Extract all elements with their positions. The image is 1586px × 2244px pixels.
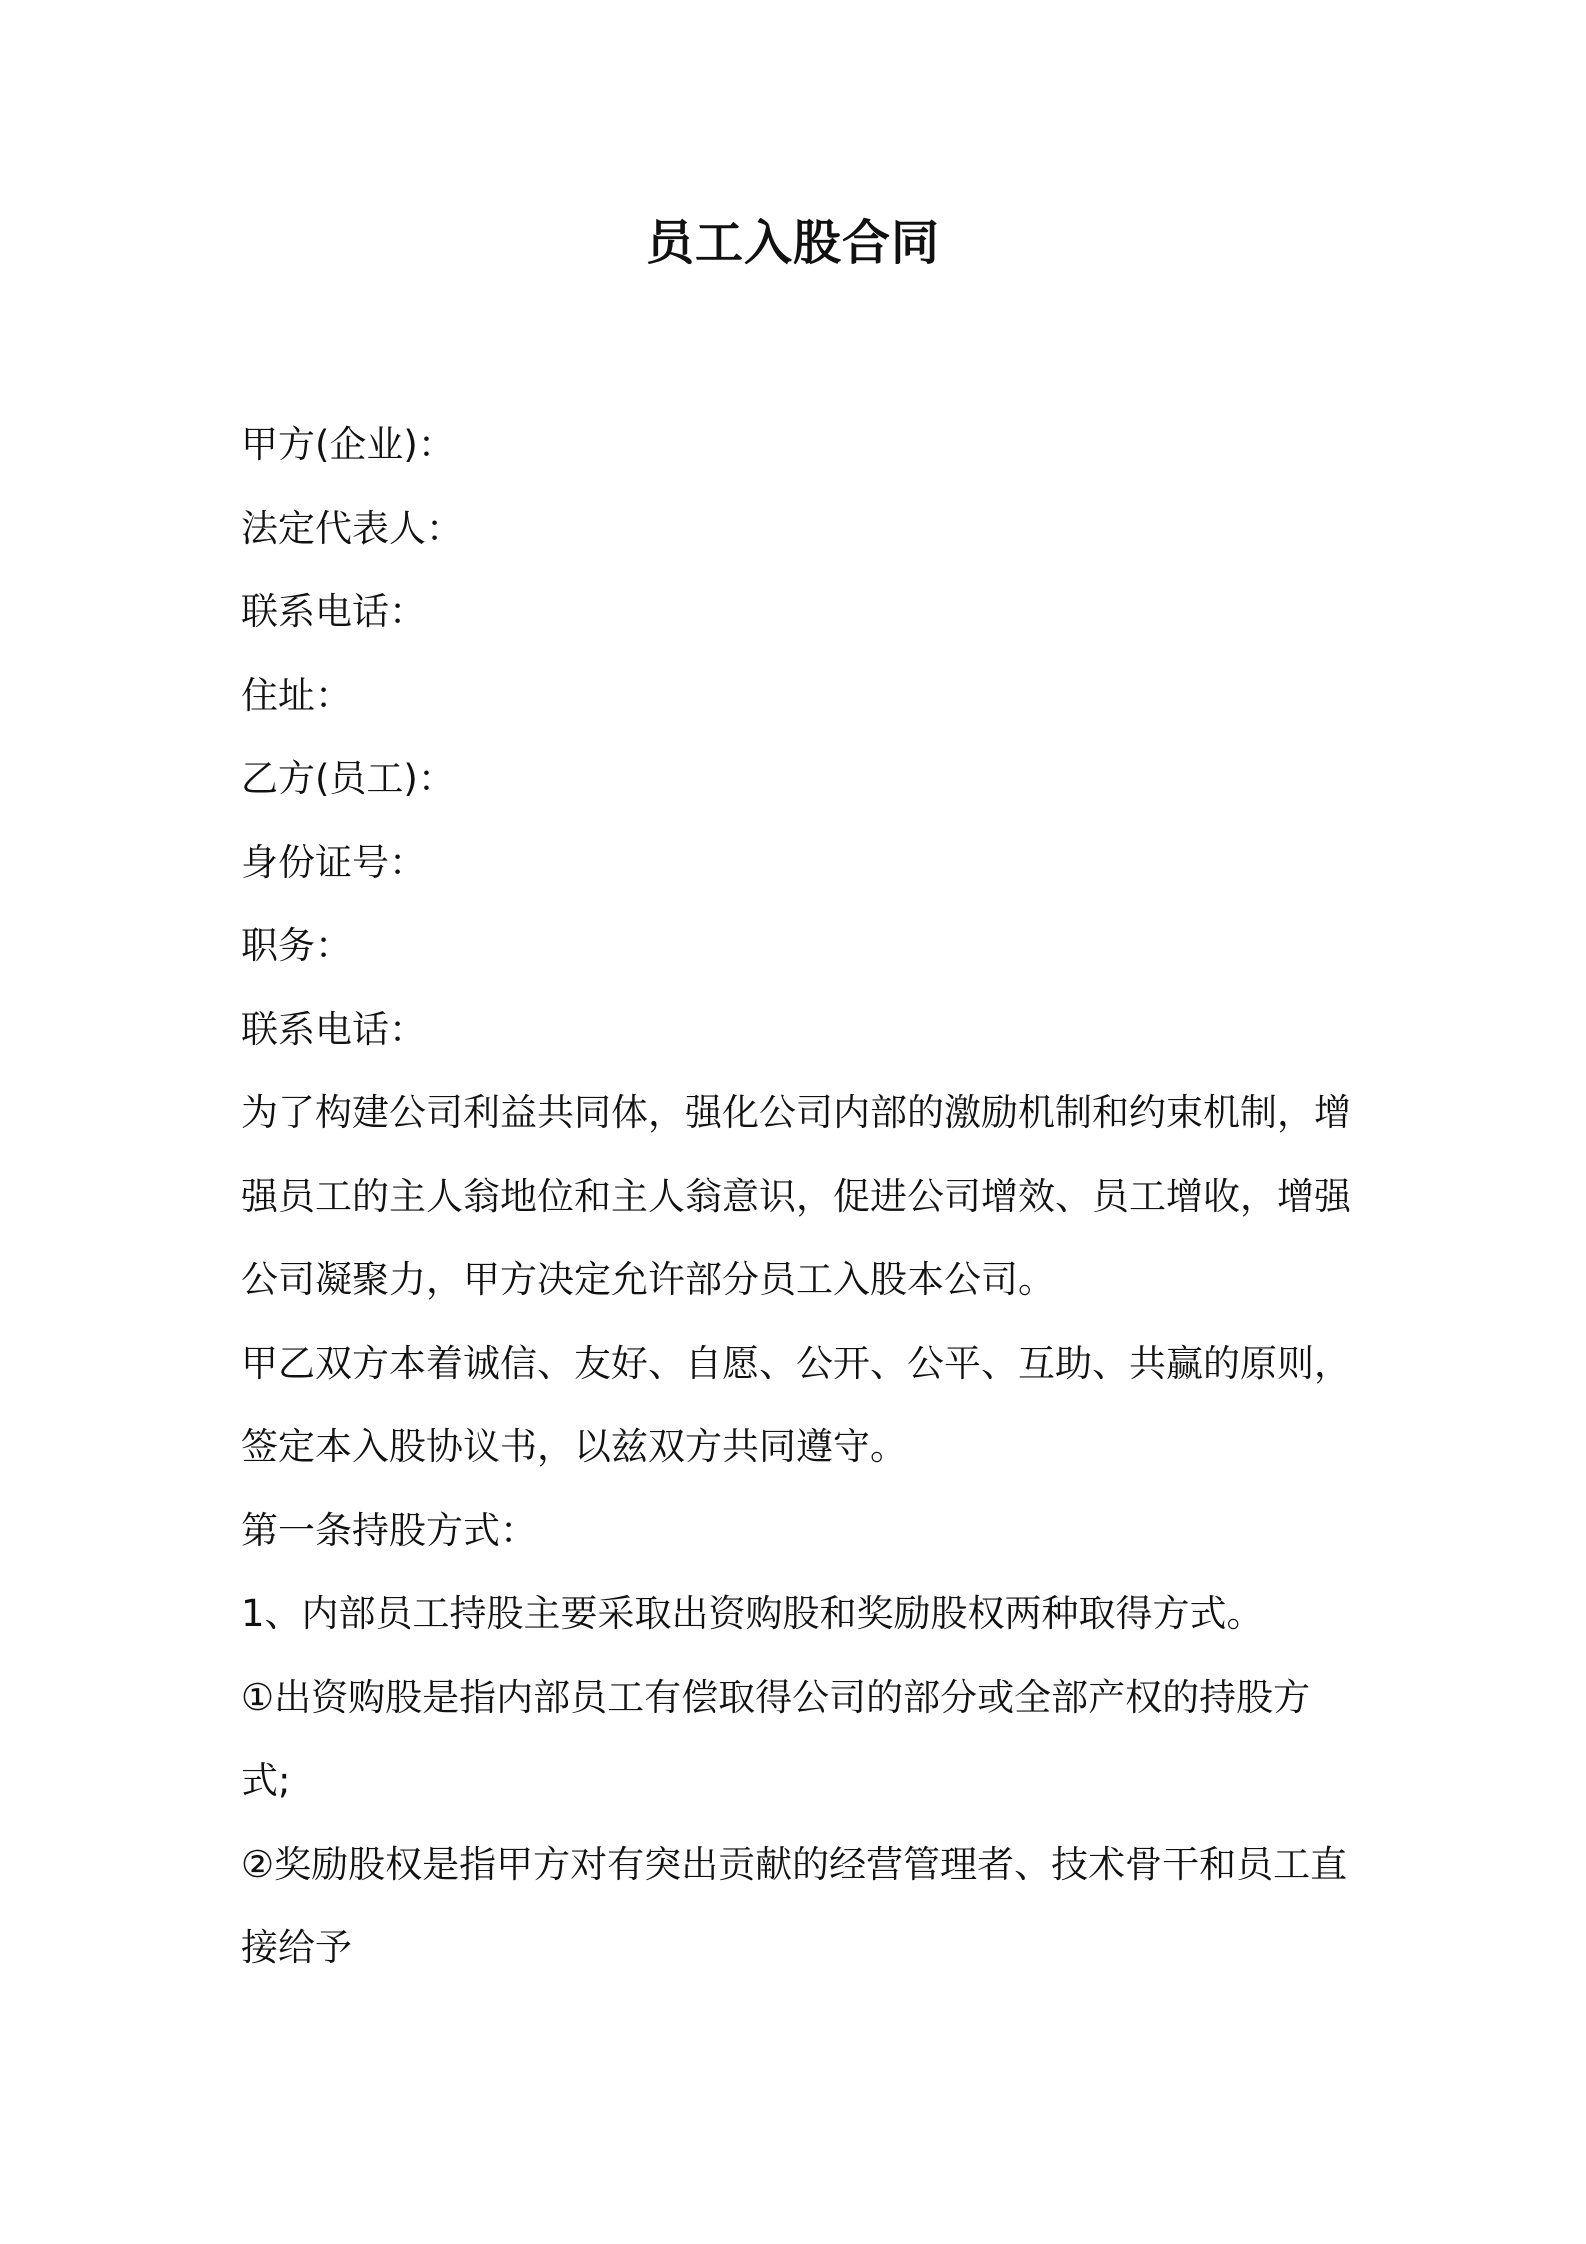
clause-1-1-line-2: 式; [241,1759,291,1802]
clause-1-2-line-1: ②奖励股权是指甲方对有突出贡献的经营管理者、技术骨干和员工直 [241,1842,1348,1886]
clause-1-text: 1、内部员工持股主要采取出资购股和奖励股权两种取得方式。 [241,1592,1264,1635]
clause-1-2-line-2: 接给予 [241,1926,352,1969]
purpose-paragraph-line-2: 强员工的主人翁地位和主人翁意识，促进公司增效、员工增收，增强 [241,1174,1351,1218]
legal-representative-field: 法定代表人： [241,506,463,550]
page-title: 员工入股合同 [645,215,940,271]
id-number-field: 身份证号： [241,840,426,884]
party-b-phone-field: 联系电话： [241,1007,426,1051]
party-a-company-field: 甲方(企业)： [241,423,455,466]
party-b-employee-field: 乙方(员工)： [241,757,455,800]
purpose-paragraph-line-3: 公司凝聚力，甲方决定允许部分员工入股本公司。 [241,1258,1055,1301]
document-body [241,403,1356,1990]
party-a-phone-field: 联系电话： [241,590,426,633]
clause-1-1-line-1: ①出资购股是指内部员工有偿取得公司的部分或全部产权的持股方 [241,1675,1311,1719]
principles-paragraph-line-2: 签定本入股协议书，以兹双方共同遵守。 [241,1425,907,1468]
principles-paragraph-line-1: 甲乙双方本着诚信、友好、自愿、公开、公平、互助、共赢的原则， [241,1341,1351,1385]
address-field: 住址： [241,673,352,717]
position-field: 职务： [241,924,352,967]
purpose-paragraph-line-1: 为了构建公司利益共同体，强化公司内部的激励机制和约束机制，增 [241,1091,1351,1134]
article-one-heading: 第一条持股方式： [241,1508,537,1552]
